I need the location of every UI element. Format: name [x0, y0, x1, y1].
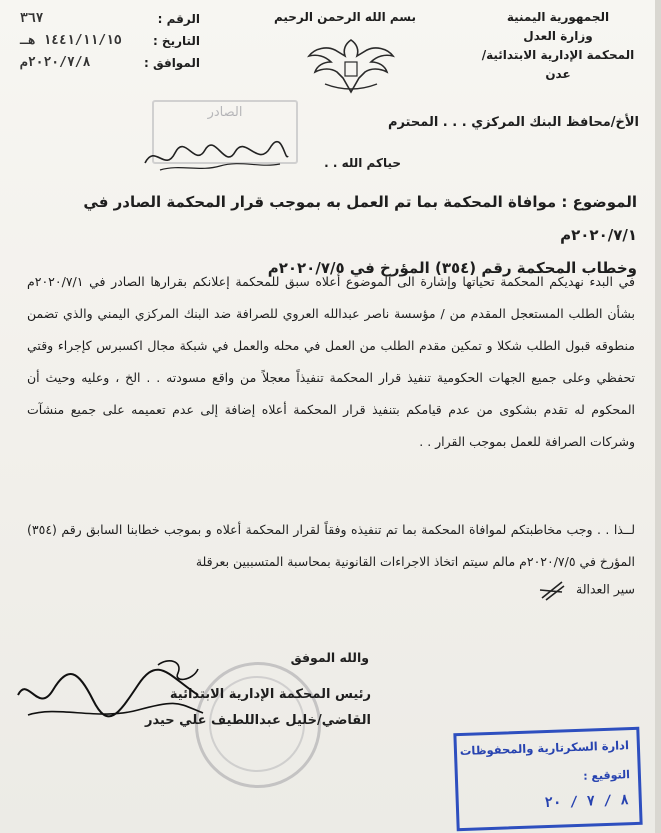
subject-label: الموضوع : — [561, 193, 637, 211]
ref-label: الرقم : — [157, 12, 200, 26]
handwritten-note-icon — [140, 138, 290, 178]
closing-end-text: سير العدالة — [576, 581, 635, 597]
addressee: الأخ/محافظ البنك المركزي . . . المحترم — [387, 115, 639, 130]
ministry-name: وزارة العدل — [523, 29, 593, 43]
secretariat-stamp-title: ادارة السكرتارية والمحفوظات — [459, 738, 630, 759]
signature-icon — [8, 655, 208, 735]
secretariat-stamp-date: ٨ / ٧ / ٢٠ — [544, 792, 630, 812]
secretariat-stamp-sign-label: التوقيع : — [582, 768, 631, 783]
letter-closing: لــذا . . وجب مخاطبتكم لموافاة المحكمة بما تم تنفيذه وفقاً لقرار المحكمة أعلاه و بموجب خطابنا السابق رقم (٣٥٤) المؤرخ في ٢٠٢٠/٧/٥م مالم سيتم اتخاذ الاجراءات القانونية بمحاسبة المتسببين بعرقلة — [27, 522, 635, 569]
page-edge-shadow — [655, 0, 661, 833]
date-value: ١٤٤١/١١/١٥ هـ — [20, 33, 122, 48]
ref-value: ٣٦٧ — [20, 11, 44, 26]
faded-stamp-text: الصادر — [207, 105, 243, 120]
court-name: المحكمة الإدارية الابتدائية/عدن — [481, 48, 635, 81]
letter-body: في البدء نهديكم المحكمة تحياتها وإشارة الى الموضوع أعلاه سبق للمحكمة إعلانكم بقرارها الصادر في ٢٠٢٠/٧/١م بشأن الطلب المستعجل المقدم من / مؤسسة ناصر عبدالله العروي للصرافة ضد البنك المركزي اليمني والذي تضمن منطوقه قبول الطلب شكلا و تمكين مقدم الطلب من العمل في محله والعمل في شبكة مجال اكسبرس كإجراء وقتي تحفظي وعلى جميع الجهات الحكومية تنفيذ قرار المحكمة تنفيذاً معجلاً من واقع مسودته . . الخ ، وعليه وحيث أن المحكوم له تقدم بشكوى من عدم قيامكم بتنفيذ قرار المحكمة أعلاه إضافة إلى عدم تعميمه على جميع منشآت وشركات الصرافة للعمل بموجب القرار . . — [27, 274, 635, 449]
reference-block — [20, 8, 200, 74]
regards: والله الموفق — [290, 650, 369, 665]
issuer-header — [473, 8, 643, 84]
greeting: حياكم الله . . — [324, 156, 401, 170]
secretariat-stamp — [453, 727, 642, 831]
corresponding-value: ٢٠٢٠/٧/٨م — [20, 55, 91, 70]
initials-mark-icon — [538, 578, 566, 602]
signer-name: القاضي/خليل عبداللطيف علي حيدر — [144, 713, 371, 728]
date-label: التاريخ : — [152, 34, 200, 48]
basmala: بسم الله الرحمن الرحيم — [273, 10, 417, 24]
signer-title: رئيس المحكمة الإدارية الابتدائية — [169, 687, 371, 702]
country-name: الجمهورية اليمنية — [506, 10, 610, 24]
subject-line-1: موافاة المحكمة بما تم العمل به بموجب قرار المحكمة الصادر في ٢٠٢٠/٧/١م — [83, 193, 637, 244]
letter-closing-end — [538, 578, 635, 602]
subject-line-2: وخطاب المحكمة رقم (٣٥٤) المؤرخ في ٢٠٢٠/٧/٥م — [267, 259, 637, 277]
eagle-emblem-icon — [305, 34, 397, 96]
corresponding-label: الموافق : — [144, 56, 200, 70]
